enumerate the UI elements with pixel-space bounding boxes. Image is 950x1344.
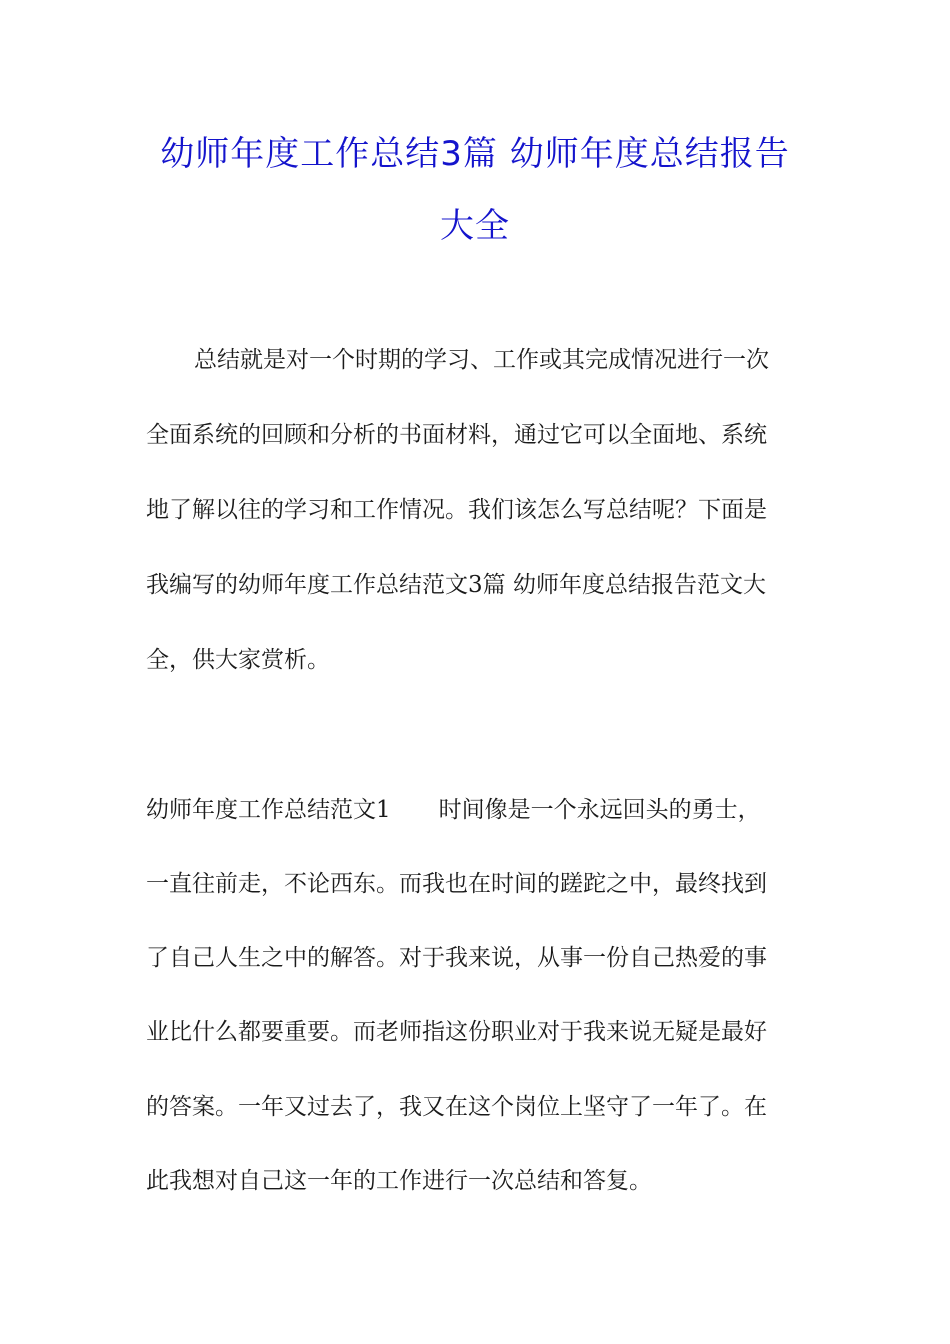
section1-line-6: 此我想对自己这一年的工作进行一次总结和答复。 [146,1168,652,1194]
section1-line-5: 的答案。一年又过去了，我又在这个岗位上坚守了一年了。在 [146,1094,767,1120]
document-title-line-1: 幼师年度工作总结3篇 幼师年度总结报告 [160,134,790,174]
intro-line-4: 我编写的幼师年度工作总结范文3篇 幼师年度总结报告范文大 [146,572,766,598]
section1-first-line-text: 时间像是一个永远回头的勇士， [438,797,761,823]
intro-line-3: 地了解以往的学习和工作情况。我们该怎么写总结呢？下面是 [146,497,767,523]
section1-line-4: 业比什么都要重要。而老师指这份职业对于我来说无疑是最好 [146,1019,767,1045]
intro-line-2: 全面系统的回顾和分析的书面材料，通过它可以全面地、系统 [146,422,767,448]
section1-line-3: 了自己人生之中的解答。对于我来说，从事一份自己热爱的事 [146,945,767,971]
intro-line-5: 全，供大家赏析。 [146,647,330,673]
document-title-line-2: 大全 [440,206,510,246]
section1-first-line [146,795,811,825]
intro-line-1: 总结就是对一个时期的学习、工作或其完成情况进行一次 [194,347,769,373]
section1-heading: 幼师年度工作总结范文1 [146,797,391,823]
section1-line-2: 一直往前走，不论西东。而我也在时间的蹉跎之中，最终找到 [146,871,767,897]
